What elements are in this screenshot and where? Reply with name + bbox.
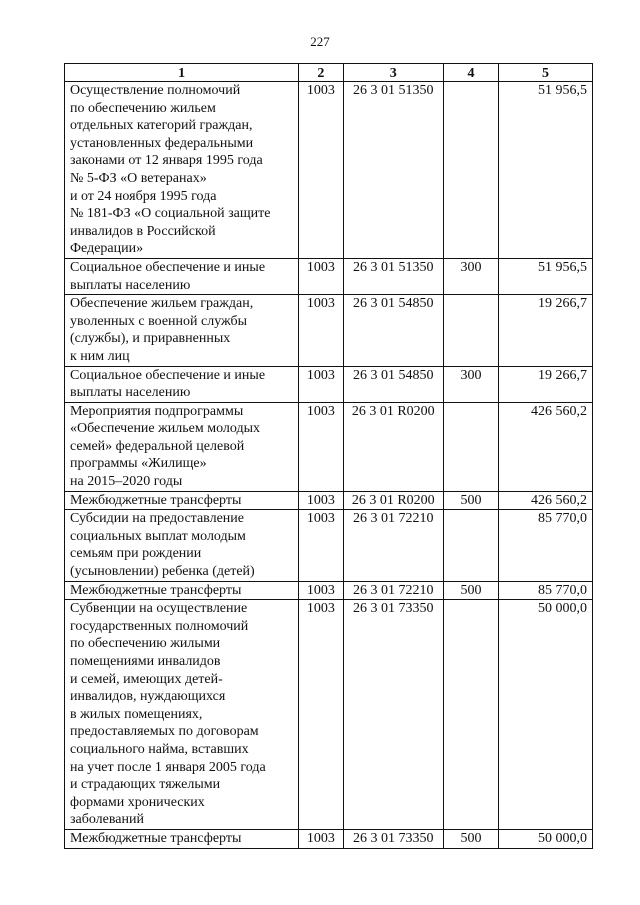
row-amount: 426 560,2 (499, 491, 593, 510)
row-expense-type: 500 (443, 581, 498, 600)
row-name: Осуществление полномочий по обеспечению жильем отдельных категорий граждан, установленных федеральными законами от 12 января 1995 года № 5-ФЗ «О ветеранах» и от 24 ноября 1995 года № 181-ФЗ «О социальной защите инвалидов в Российской Федерации» (65, 82, 299, 259)
row-target-article: 26 3 01 51350 (343, 82, 443, 259)
row-name: Межбюджетные трансферты (65, 491, 299, 510)
row-amount: 50 000,0 (499, 600, 593, 830)
row-name: Обеспечение жильем граждан, уволенных с военной службы (службы), и приравненных к ним лиц (65, 295, 299, 366)
row-target-article: 26 3 01 72210 (343, 581, 443, 600)
row-name: Субсидии на предоставление социальных выплат молодым семьям при рождении (усыновлении) ребенка (детей) (65, 510, 299, 581)
row-expense-type: 500 (443, 829, 498, 848)
row-section-code: 1003 (299, 82, 343, 259)
row-name: Межбюджетные трансферты (65, 829, 299, 848)
row-target-article: 26 3 01 73350 (343, 829, 443, 848)
row-section-code: 1003 (299, 581, 343, 600)
column-header-5: 5 (499, 64, 593, 82)
table-row (65, 491, 593, 510)
row-amount: 51 956,5 (499, 82, 593, 259)
row-target-article: 26 3 01 72210 (343, 510, 443, 581)
row-amount: 426 560,2 (499, 402, 593, 491)
table-row (65, 82, 593, 259)
row-target-article: 26 3 01 R0200 (343, 491, 443, 510)
row-name: Мероприятия подпрограммы «Обеспечение жильем молодых семей» федеральной целевой программы «Жилище» на 2015–2020 годы (65, 402, 299, 491)
row-section-code: 1003 (299, 402, 343, 491)
row-amount: 19 266,7 (499, 295, 593, 366)
row-name: Межбюджетные трансферты (65, 581, 299, 600)
row-target-article: 26 3 01 54850 (343, 366, 443, 402)
row-amount: 19 266,7 (499, 366, 593, 402)
table-row (65, 402, 593, 491)
budget-table (64, 63, 593, 849)
row-target-article: 26 3 01 51350 (343, 258, 443, 294)
row-target-article: 26 3 01 R0200 (343, 402, 443, 491)
row-name: Социальное обеспечение и иные выплаты населению (65, 258, 299, 294)
row-expense-type (443, 295, 498, 366)
row-expense-type (443, 510, 498, 581)
row-expense-type (443, 600, 498, 830)
table-row (65, 600, 593, 830)
table-row (65, 366, 593, 402)
row-name: Субвенции на осуществление государственных полномочий по обеспечению жилыми помещениями инвалидов и семей, имеющих детей- инвалидов, нуждающихся в жилых помещениях, предоставляемых по договорам социального найма, вставших на учет после 1 января 2005 года и страдающих тяжелыми формами хронических заболеваний (65, 600, 299, 830)
row-target-article: 26 3 01 73350 (343, 600, 443, 830)
row-expense-type: 300 (443, 366, 498, 402)
row-section-code: 1003 (299, 600, 343, 830)
row-section-code: 1003 (299, 829, 343, 848)
row-expense-type: 300 (443, 258, 498, 294)
table-row (65, 510, 593, 581)
row-target-article: 26 3 01 54850 (343, 295, 443, 366)
row-section-code: 1003 (299, 366, 343, 402)
column-header-2: 2 (299, 64, 343, 82)
row-amount: 51 956,5 (499, 258, 593, 294)
table-row (65, 258, 593, 294)
row-section-code: 1003 (299, 295, 343, 366)
row-expense-type (443, 82, 498, 259)
row-expense-type: 500 (443, 491, 498, 510)
row-expense-type (443, 402, 498, 491)
column-header-4: 4 (443, 64, 498, 82)
row-section-code: 1003 (299, 258, 343, 294)
row-section-code: 1003 (299, 510, 343, 581)
row-amount: 85 770,0 (499, 510, 593, 581)
row-amount: 50 000,0 (499, 829, 593, 848)
row-amount: 85 770,0 (499, 581, 593, 600)
page-number: 227 (310, 34, 330, 49)
column-header-3: 3 (343, 64, 443, 82)
column-header-1: 1 (65, 64, 299, 82)
row-section-code: 1003 (299, 491, 343, 510)
table-row (65, 829, 593, 848)
table-row (65, 581, 593, 600)
header-row (65, 64, 593, 82)
row-name: Социальное обеспечение и иные выплаты населению (65, 366, 299, 402)
table-row (65, 295, 593, 366)
